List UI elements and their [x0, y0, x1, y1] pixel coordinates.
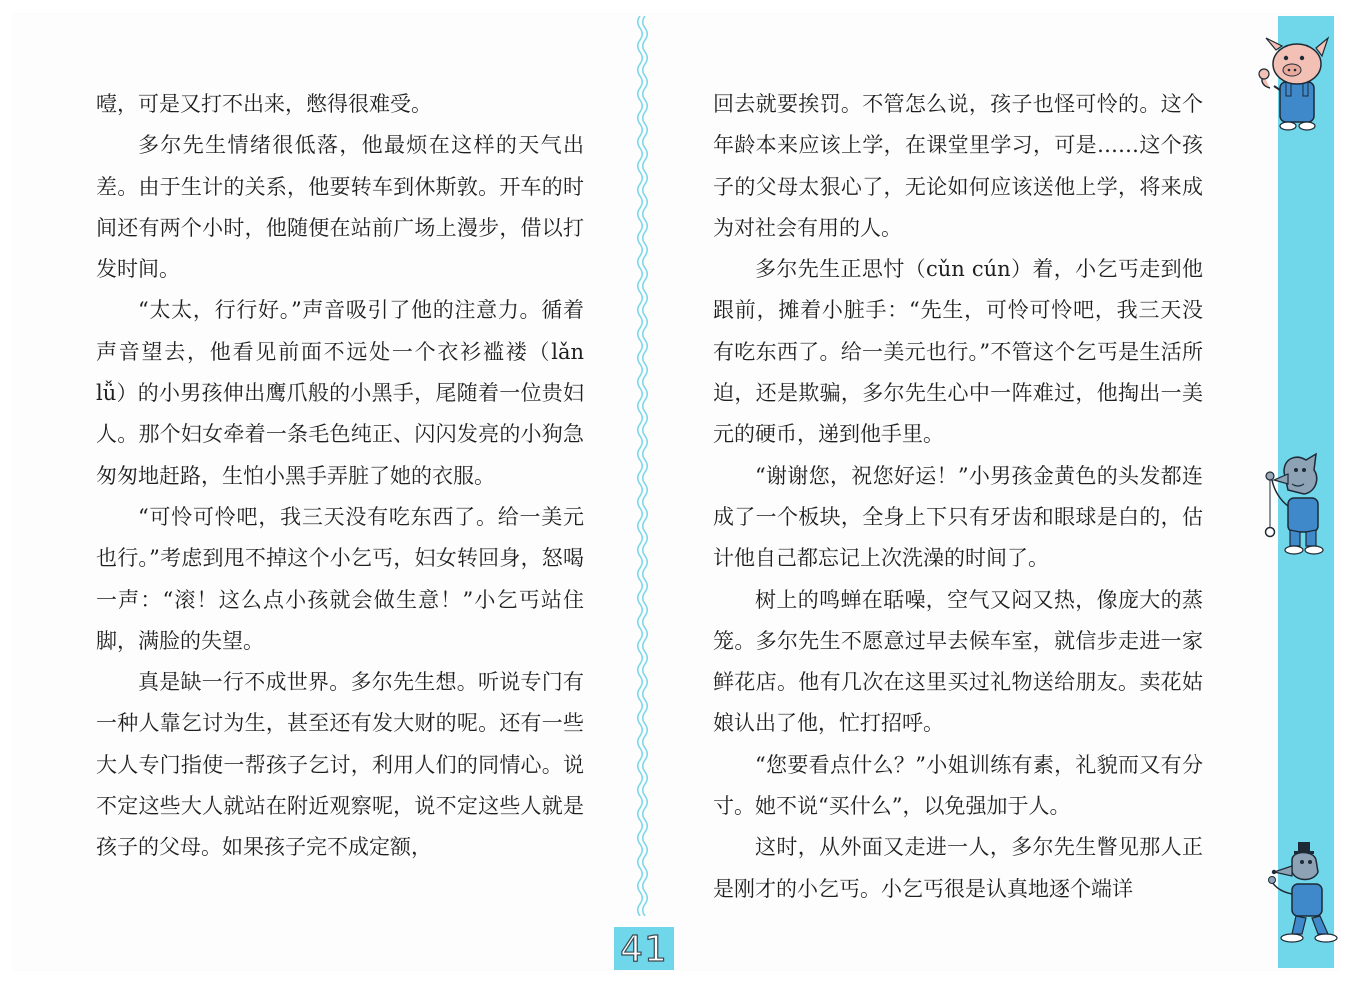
paragraph: 多尔先生情绪很低落，他最烦在这样的天气出差。由于生计的关系，他要转车到休斯敦。开车的时间还有两个小时，他随便在站前广场上漫步，借以打发时间。: [96, 133, 584, 282]
pig-cartoon-icon: [1252, 30, 1336, 134]
right-page-text: [713, 84, 1203, 910]
paragraph: “太太，行行好。”声音吸引了他的注意力。循着声音望去，他看见前面不远处一个衣衫褴褛（lǎn lǚ）的小男孩伸出鹰爪般的小黑手，尾随着一位贵妇人。那个妇女牵着一条毛色纯正、闪闪发亮的小狗急匆匆地赶路，生怕小黑手弄脏了她的衣服。: [96, 298, 584, 488]
paragraph: 回去就要挨罚。不管怎么说，孩子也怪可怜的。这个年龄本来应该上学，在课堂里学习，可是……这个孩子的父母太狠心了，无论如何应该送他上学，将来成为对社会有用的人。: [713, 92, 1203, 240]
page-number-badge: [614, 927, 674, 970]
paragraph: “您要看点什么？”小姐训练有素，礼貌而又有分寸。她不说“买什么”，以免强加于人。: [713, 752, 1203, 819]
fox-cartoon-icon: [1262, 838, 1342, 944]
left-page-text: [96, 84, 584, 869]
wavy-spine-icon: [636, 16, 650, 916]
paragraph: 这时，从外面又走进一人，多尔先生瞥见那人正是刚才的小乞丐。小乞丐很是认真地逐个端详: [713, 835, 1203, 901]
paragraph: “谢谢您，祝您好运！”小男孩金黄色的头发都连成了一个板块，全身上下只有牙齿和眼球是白的，估计他自己都忘记上次洗澡的时间了。: [713, 463, 1203, 571]
paragraph: “可怜可怜吧，我三天没有吃东西了。给一美元也行。”考虑到甩不掉这个小乞丐，妇女转回身，怒喝一声：“滚！这么点小孩就会做生意！”小乞丐站住脚，满脸的失望。: [96, 504, 584, 653]
wolf-yoyo-cartoon-icon: [1254, 450, 1338, 558]
paragraph: 噎，可是又打不出来，憋得很难受。: [96, 92, 432, 116]
paragraph: 真是缺一行不成世界。多尔先生想。听说专门有一种人靠乞讨为生，甚至还有发大财的呢。还有一些大人专门指使一帮孩子乞讨，利用人们的同情心。说不定这些大人就站在附近观察呢，说不定这些人就是孩子的父母。如果孩子完不成定额，: [96, 670, 584, 860]
paragraph: 多尔先生正思忖（cǔn cún）着，小乞丐走到他跟前，摊着小脏手：“先生，可怜可怜吧，我三天没有吃东西了。给一美元也行。”不管这个乞丐是生活所迫，还是欺骗，多尔先生心中一阵难过，他掏出一美元的硬币，递到他手里。: [713, 257, 1203, 447]
page-number: 41: [620, 929, 668, 970]
paragraph: 树上的鸣蝉在聒噪，空气又闷又热，像庞大的蒸笼。多尔先生不愿意过早去候车室，就信步走进一家鲜花店。他有几次在这里买过礼物送给朋友。卖花姑娘认出了他，忙打招呼。: [713, 587, 1203, 736]
